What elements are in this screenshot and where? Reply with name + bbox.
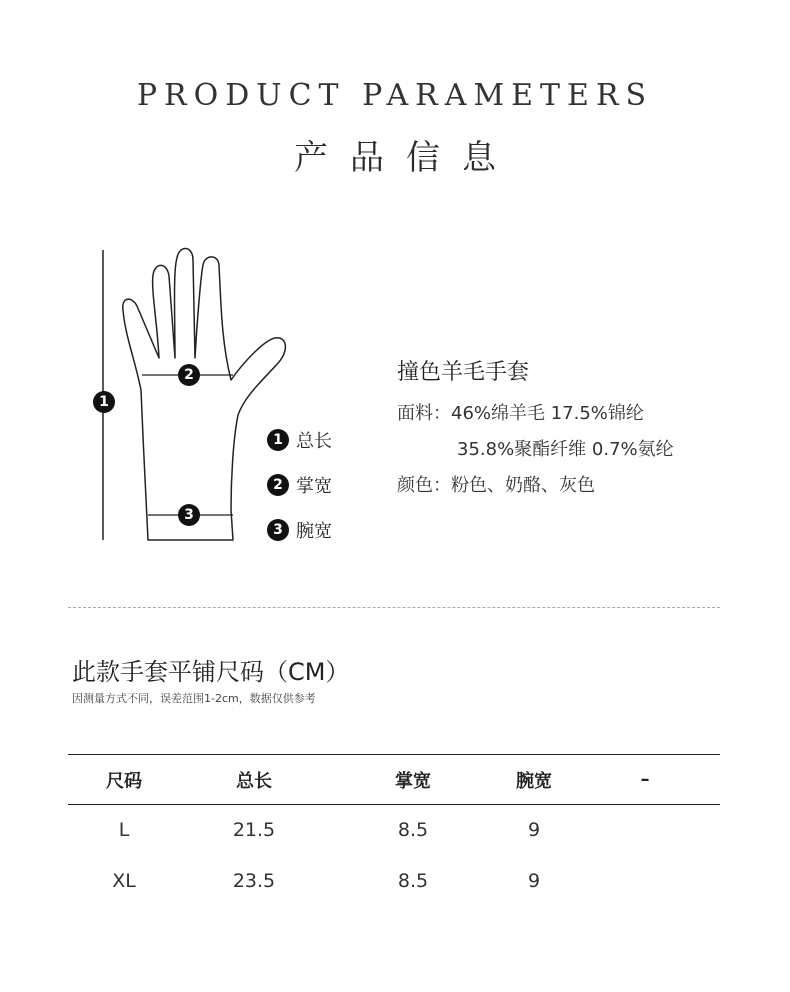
legend-num-badge: 2	[267, 474, 289, 496]
col-header-wrist: 腕宽	[498, 755, 570, 805]
page-title-en: PRODUCT PARAMETERS	[136, 78, 654, 113]
legend-item-palm	[267, 473, 332, 497]
fabric-label: 面料：	[397, 403, 451, 424]
cell-palm: 8.5	[397, 819, 429, 842]
legend-item-length	[267, 428, 332, 452]
cell-length: 23.5	[232, 870, 276, 892]
glove-outline	[123, 248, 286, 540]
legend-num-badge: 3	[267, 519, 289, 541]
cell-extra	[570, 856, 720, 907]
table-row	[68, 805, 720, 856]
cell-size: L	[118, 819, 130, 842]
table-header-row	[68, 755, 720, 805]
product-name: 撞色羊毛手套	[397, 360, 530, 385]
col-header-palm: 掌宽	[328, 755, 498, 805]
size-table	[68, 754, 720, 907]
cell-palm: 8.5	[397, 870, 429, 892]
measurement-legend	[267, 428, 332, 563]
marker-2-badge: 2	[178, 364, 200, 386]
col-header-size: 尺码	[68, 755, 180, 805]
section-divider	[68, 607, 720, 608]
color-label: 颜色：	[397, 475, 451, 496]
page-title-cn: 产品信息	[294, 138, 518, 178]
legend-label: 腕宽	[296, 521, 332, 542]
cell-extra	[570, 805, 720, 856]
col-header-length: 总长	[180, 755, 328, 805]
cell-wrist: 9	[527, 819, 541, 842]
cell-wrist: 9	[527, 870, 541, 892]
col-header-extra: –	[570, 755, 720, 805]
legend-item-wrist	[267, 518, 332, 542]
fabric-line-2: 35.8%聚酯纤维 0.7%氨纶	[457, 439, 674, 460]
cell-length: 21.5	[232, 819, 276, 842]
legend-num-badge: 1	[267, 429, 289, 451]
table-row	[68, 856, 720, 907]
legend-label: 总长	[296, 431, 332, 452]
color-value: 粉色、奶酪、灰色	[451, 475, 595, 496]
cell-size: XL	[112, 870, 136, 892]
fabric-line-1	[397, 396, 674, 432]
size-section-note: 因测量方式不同，误差范围1-2cm，数据仅供参考	[72, 692, 316, 705]
size-section-title: 此款手套平铺尺码（CM）	[72, 658, 350, 686]
color-line	[397, 468, 674, 504]
marker-1-badge: 1	[93, 391, 115, 413]
marker-3-badge: 3	[178, 504, 200, 526]
fabric-value-1: 46%绵羊毛 17.5%锦纶	[451, 403, 644, 424]
product-info	[397, 355, 674, 504]
legend-label: 掌宽	[296, 476, 332, 497]
